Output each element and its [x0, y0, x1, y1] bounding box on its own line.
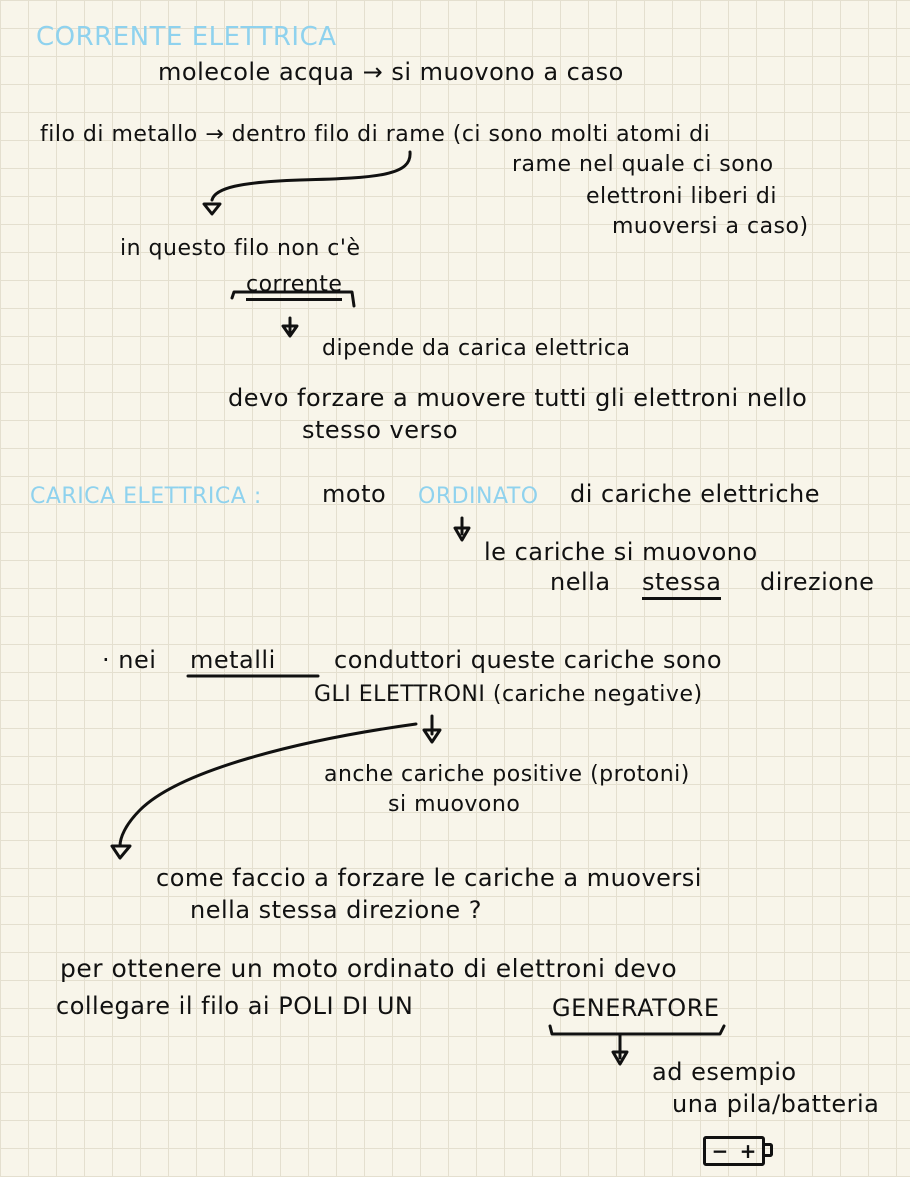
- note-word-generatore: GENERATORE: [552, 994, 720, 1022]
- note-line-nella-stessa: nella stessa direzione ?: [190, 896, 482, 924]
- note-line-muoversi: muoversi a caso): [612, 214, 809, 239]
- note-line-gli-elettroni: GLI ELETTRONI (cariche negative): [314, 682, 703, 707]
- note-line-ad-esempio: ad esempio: [652, 1058, 797, 1086]
- note-line-conduttori: conduttori queste cariche sono: [334, 646, 723, 674]
- battery-minus: −: [711, 1139, 729, 1163]
- note-word-corrente: corrente: [246, 272, 342, 301]
- definition-ordinato: ORDINATO: [418, 484, 539, 509]
- note-word-metalli: metalli: [190, 646, 276, 674]
- note-line-devo-forzare: devo forzare a muovere tutti gli elettroni nello: [228, 384, 808, 412]
- note-line-si-muovono: si muovono: [388, 792, 521, 817]
- note-line-rame: rame nel quale ci sono: [512, 152, 774, 177]
- note-line-cariche-positive: anche cariche positive (protoni): [324, 762, 690, 787]
- note-line-collegare: collegare il filo ai POLI DI UN: [56, 992, 414, 1020]
- definition-rest: di cariche elettriche: [570, 480, 820, 508]
- note-line-stesso-verso: stesso verso: [302, 416, 459, 444]
- note-line-dipende: dipende da carica elettrica: [322, 336, 631, 361]
- note-line-nei: · nei: [102, 646, 157, 674]
- note-line-come-faccio: come faccio a forzare le cariche a muoversi: [156, 864, 702, 892]
- note-line-stessa-direzione-pre: nella: [550, 568, 611, 596]
- note-line-pila-batteria: una pila/batteria: [672, 1090, 880, 1118]
- curved-arrow-big: [120, 724, 416, 846]
- note-line-cariche-muovono: le cariche si muovono: [484, 538, 758, 566]
- arrowhead-big: [112, 846, 130, 858]
- note-line-elettroni-liberi: elettroni liberi di: [586, 184, 777, 209]
- note-word-stessa: stessa: [642, 568, 721, 600]
- arrowhead-1: [204, 204, 220, 214]
- definition-moto: moto: [322, 480, 387, 508]
- bracket-generatore: [550, 1026, 724, 1034]
- note-word-direzione: direzione: [760, 568, 875, 596]
- note-line-per-ottenere: per ottenere un moto ordinato di elettroni devo: [60, 954, 678, 983]
- note-line-molecole: molecole acqua → si muovono a caso: [158, 58, 624, 86]
- note-line-filo-metallo: filo di metallo → dentro filo di rame (ci sono molti atomi di: [40, 122, 711, 147]
- curved-arrow-1: [212, 152, 410, 200]
- bracket-corrente: [232, 292, 354, 306]
- definition-label: CARICA ELETTRICA :: [30, 484, 262, 509]
- note-line-no-corrente: in questo filo non c'è: [120, 236, 361, 261]
- battery-plus: +: [739, 1139, 757, 1163]
- page-title: CORRENTE ELETTRICA: [36, 22, 337, 52]
